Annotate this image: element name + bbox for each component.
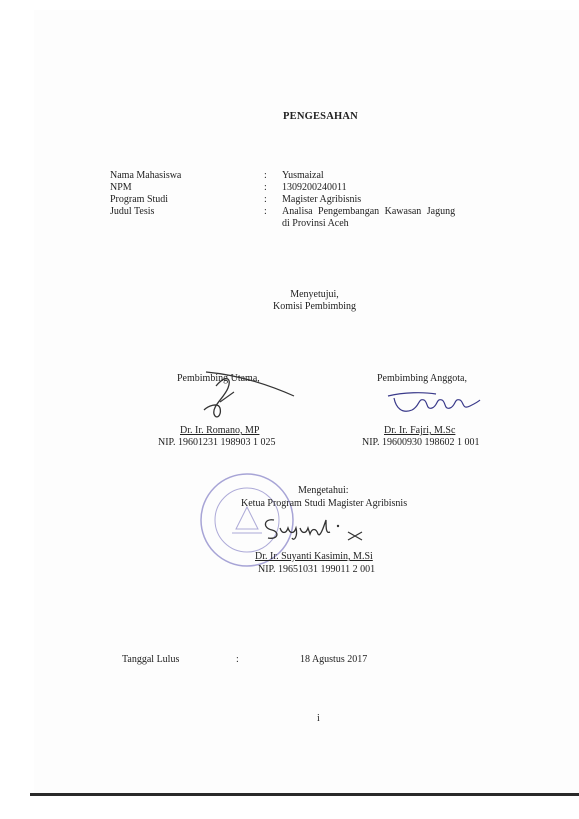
page-title: PENGESAHAN <box>283 111 358 122</box>
info-value-program: Magister Agribisnis <box>282 194 362 205</box>
graduation-date: 18 Agustus 2017 <box>300 654 368 665</box>
supervisor-main-nip: NIP. 19601231 198903 1 025 <box>158 437 276 448</box>
signature-member <box>384 388 484 422</box>
info-label-name: Nama Mahasiswa <box>110 170 182 181</box>
info-label-program: Program Studi <box>110 194 169 205</box>
supervisor-main-role: Pembimbing Utama, <box>177 373 260 384</box>
info-sep: : <box>264 182 267 193</box>
info-label-thesis: Judul Tesis <box>110 206 155 217</box>
approval-line1: Menyetujui, <box>290 289 339 300</box>
info-value-thesis-line2: di Provinsi Aceh <box>282 218 349 229</box>
info-value-name: Yusmaizal <box>282 170 324 181</box>
approval-line2: Komisi Pembimbing <box>272 301 357 312</box>
supervisor-main-name: Dr. Ir. Romano, MP <box>180 425 260 436</box>
acknowledged-line1: Mengetahui: <box>298 485 349 496</box>
graduation-label: Tanggal Lulus <box>122 654 180 665</box>
info-sep: : <box>264 170 267 181</box>
info-label-npm: NPM <box>110 182 132 193</box>
page-number: i <box>317 713 320 724</box>
document-page <box>34 10 579 793</box>
supervisor-member-name: Dr. Ir. Fajri, M.Sc <box>384 425 456 436</box>
info-sep: : <box>264 206 267 217</box>
scan-edge <box>30 793 579 796</box>
signature-head <box>260 512 370 546</box>
info-value-npm: 1309200240011 <box>282 182 347 193</box>
signature-main <box>198 366 298 424</box>
head-nip: NIP. 19651031 199011 2 001 <box>258 564 376 575</box>
info-value-thesis: Analisa Pengembangan Kawasan Jagung <box>282 206 456 217</box>
graduation-sep: : <box>236 654 239 665</box>
info-sep: : <box>264 194 267 205</box>
supervisor-member-role: Pembimbing Anggota, <box>377 373 467 384</box>
supervisor-member-nip: NIP. 19600930 198602 1 001 <box>362 437 480 448</box>
head-name: Dr. Ir. Suyanti Kasimin, M.Si <box>255 551 373 562</box>
acknowledged-line2: Ketua Program Studi Magister Agribisnis <box>241 498 408 509</box>
